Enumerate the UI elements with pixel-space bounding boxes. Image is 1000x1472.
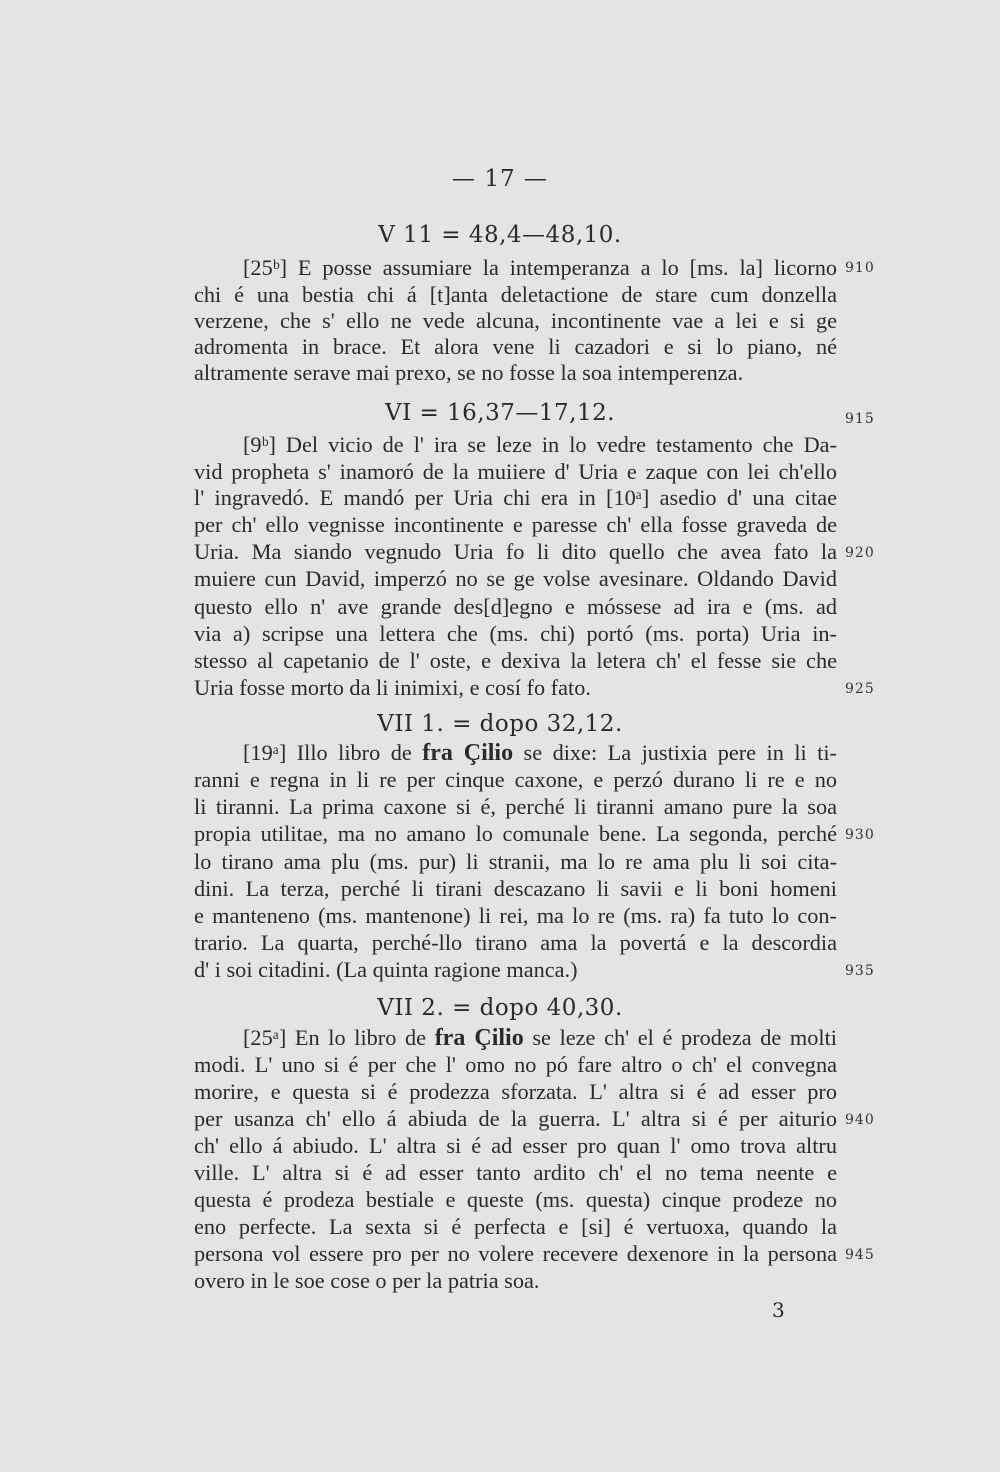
line-number: 920 <box>845 545 875 561</box>
text-line: overo in le soe cose o per la patria soa. <box>194 1268 540 1293</box>
text-line: via a) scripse una lettera che (ms. chi) portó (ms. porta) Uria in- <box>194 621 837 646</box>
line-number: 930 <box>845 827 875 843</box>
text-line: propia utilitae, ma no amano lo comunale bene. La segonda, perché <box>194 821 837 846</box>
text-line: questa é prodeza bestiale e queste (ms. questa) cinque prodeze no <box>194 1187 837 1212</box>
text-line: ranni e regna in li re per cinque caxone, e perzó durano li re e no <box>194 767 837 792</box>
text-line: altramente serave mai prexo, se no fosse la soa intemperenza. <box>194 360 744 385</box>
line-number: 940 <box>845 1112 875 1128</box>
section-heading: VII 2. = dopo 40,30. <box>377 995 623 1021</box>
author-name: fra Çilio <box>422 740 514 766</box>
section-heading: VII 1. = dopo 32,12. <box>377 711 623 737</box>
text-line: adromenta in brace. Et alora vene li cazadori e si lo piano, né <box>194 334 837 359</box>
text-line: d' i soi citadini. (La quinta ragione manca.) <box>194 957 578 982</box>
text-line: Uria fosse morto da li inimixi, e cosí fo fato. <box>194 675 591 700</box>
text-line: stesso al capetanio de l' oste, e dexiva la letera ch' el fesse sie che <box>194 648 837 673</box>
text-line: Uria. Ma siando vegnudo Uria fo li dito quello che avea fato la <box>194 539 837 564</box>
line-number: 915 <box>845 411 875 427</box>
text-line: [25ᵇ] E posse assumiare la intemperanza a lo [ms. la] licorno <box>243 255 837 280</box>
page-number: — 17 — <box>452 166 548 192</box>
text-line: li tiranni. La prima caxone si é, perché li tiranni amano pure la soa <box>194 794 837 819</box>
text-line: dini. La terza, perché li tirani descazano li savii e li boni homeni <box>194 876 837 901</box>
text-line: persona vol essere pro per no volere recevere dexenore in la persona <box>194 1241 837 1266</box>
text-line: per usanza ch' ello á abiuda de la guerra. L' altra si é per aiturio <box>194 1106 837 1131</box>
section-heading: VI = 16,37—17,12. <box>384 400 616 426</box>
text-line: [9ᵇ] Del vicio de l' ira se leze in lo vedre testamento che Da- <box>243 432 837 457</box>
text-line: modi. L' uno si é per che l' omo no pó fare altro o ch' el convegna <box>194 1052 837 1077</box>
line-number: 935 <box>845 963 875 979</box>
text-line: ch' ello á abiudo. L' altra si é ad esser pro quan l' omo trova altru <box>194 1133 837 1158</box>
author-name: fra Çilio <box>434 1025 524 1051</box>
line-number: 945 <box>845 1247 875 1263</box>
text-line: ville. L' altra si é ad esser tanto ardito ch' el no tema neente e <box>194 1160 837 1185</box>
text-line: morire, e questa si é prodezza sforzata. L' altra si é ad esser pro <box>194 1079 837 1104</box>
text-line: per ch' ello vegnisse incontinente e paresse ch' ella fosse graveda de <box>194 512 837 537</box>
text-line: [25ᵃ] En lo libro de fra Çilio se leze ch' el é prodeza de molti <box>243 1025 837 1051</box>
text-line: vid propheta s' inamoró de la muiiere d' Uria e zaque con lei ch'ello <box>194 459 837 484</box>
text-line: e manteneno (ms. mantenone) li rei, ma lo re (ms. ra) fa tuto lo con- <box>194 903 837 928</box>
text-line: chi é una bestia chi á [t]anta deletactione de stare cum donzella <box>194 282 837 307</box>
text-line: l' ingravedó. E mandó per Uria chi era in [10ᵃ] asedio d' una citae <box>194 485 837 510</box>
text-line: muiere cun David, imperzó no se ge volse avesinare. Oldando David <box>194 566 837 591</box>
text-line: questo ello n' ave grande des[d]egno e móssese ad ira e (ms. ad <box>194 594 837 619</box>
text-line: lo tirano ama plu (ms. pur) li stranii, ma lo re ama plu li soi cita- <box>194 849 837 874</box>
text-line: [19ᵃ] Illo libro de fra Çilio se dixe: La justixia pere in li ti- <box>243 740 837 766</box>
section-heading: V 11 = 48,4—48,10. <box>378 222 622 248</box>
line-number: 910 <box>845 260 875 276</box>
text-line: eno perfecte. La sexta si é perfecta e [si] é vertuoxa, quando la <box>194 1214 837 1239</box>
line-number: 925 <box>845 681 875 697</box>
signature-mark: 3 <box>772 1298 785 1322</box>
text-line: verzene, che s' ello ne vede alcuna, incontinente vae a lei e si ge <box>194 308 837 333</box>
text-line: trario. La quarta, perché-llo tirano ama la povertá e la descordia <box>194 930 837 955</box>
